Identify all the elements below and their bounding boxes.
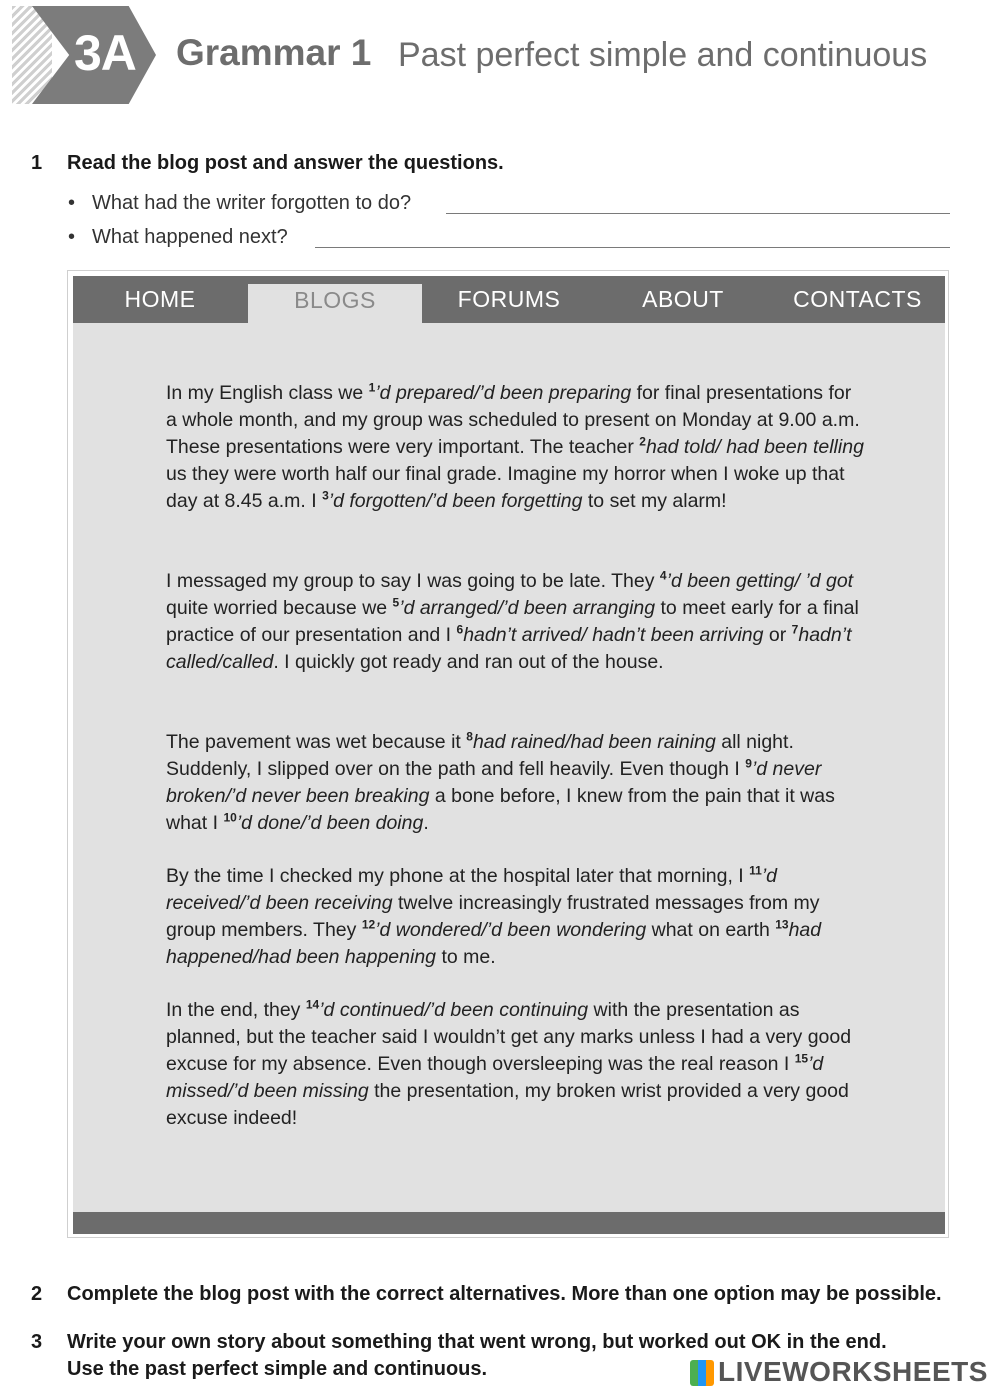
gap-number: 3 <box>322 488 329 503</box>
gap-7-options[interactable]: hadn’t called/called <box>166 624 852 673</box>
gap-10-options[interactable]: ’d done/’d been doing <box>236 812 424 834</box>
task-number: 2 <box>31 1283 43 1305</box>
bullet-icon: • <box>68 192 76 214</box>
nav-forums[interactable]: FORUMS <box>457 286 561 312</box>
page-subtitle: Past perfect simple and continuous <box>398 36 928 74</box>
gap-number: 12 <box>361 917 376 932</box>
gap-number: 9 <box>745 756 752 771</box>
nav-about[interactable]: ABOUT <box>642 286 724 312</box>
gap-number: 5 <box>392 595 400 610</box>
gap-12-options[interactable]: ’d wondered/’d been wondering <box>375 919 647 941</box>
gap-6-options[interactable]: hadn’t arrived/ hadn’t been arriving <box>463 624 764 646</box>
task-number: 3 <box>31 1331 43 1353</box>
gap-number: 4 <box>659 568 667 583</box>
gap-number: 13 <box>775 917 789 932</box>
task-instruction-line-2: Use the past perfect simple and continuous. <box>67 1358 488 1380</box>
nav-home[interactable]: HOME <box>124 286 196 312</box>
blog-paragraph-5: In the end, they $^{14}$’d continued/’d been continuing with the presentation as planned, but the teacher said I wouldn’t get any marks unless I had a very good excuse for my absence. Even though oversleeping was the real reason I $^{15}$’d missed/’d been missing the presentation, my broken wrist provided a very good excuse indeed! <box>166 997 852 1129</box>
gap-number: 6 <box>456 622 464 637</box>
unit-badge-label: 3A <box>74 25 136 81</box>
gap-1-options[interactable]: ’d prepared/’d been preparing <box>375 382 632 404</box>
gap-2-options[interactable]: had told/ had been telling <box>645 436 864 458</box>
gap-number: 7 <box>791 622 799 637</box>
bullet-icon: • <box>68 226 76 248</box>
gap-14-options[interactable]: ’d continued/’d been continuing <box>319 999 589 1021</box>
nav-contacts[interactable]: CONTACTS <box>793 286 922 312</box>
gap-number: 14 <box>305 997 320 1012</box>
blog-content-area <box>73 276 945 1234</box>
gap-8-options[interactable]: had rained/had been raining <box>472 731 716 753</box>
task-instruction: Read the blog post and answer the questions. <box>67 152 504 174</box>
gap-number: 2 <box>639 434 646 449</box>
gap-number: 15 <box>794 1051 809 1066</box>
watermark: LIVEWORKSHEETS <box>718 1356 988 1387</box>
task-number: 1 <box>31 152 43 174</box>
gap-3-options[interactable]: ’d forgotten/’d been forgetting <box>328 490 583 512</box>
blog-window <box>67 270 949 1238</box>
page-title: Grammar 1 <box>176 32 372 73</box>
question-text: What happened next? <box>92 226 288 248</box>
liveworksheets-logo-icon <box>690 1360 714 1386</box>
gap-5-options[interactable]: ’d arranged/’d been arranging <box>399 597 656 619</box>
task-instruction-line-1: Write your own story about something that went wrong, but worked out OK in the end. <box>67 1331 887 1353</box>
gap-4-options[interactable]: ’d been getting/ ’d got <box>666 570 854 592</box>
gap-9-options[interactable]: ’d never broken/’d never been breaking <box>166 758 822 807</box>
gap-number: 1 <box>368 380 376 395</box>
gap-13-options[interactable]: had happened/had been happening <box>166 919 822 968</box>
blog-paragraph-2: I messaged my group to say I was going to be late. They $^4$’d been getting/ ’d got quite worried because we $^5$’d arranged/’d been arranging to meet early for a final practice of our presentation and I $^6$hadn’t arrived/ hadn’t been arriving or $^7$hadn’t called/called. I quickly got ready and ran out of the house. <box>166 568 859 673</box>
nav-blogs[interactable]: BLOGS <box>248 284 422 323</box>
blog-paragraph-1: In my English class we $^1$’d prepared/’d been preparing for final presentations for a whole month, and my group was scheduled to present on Monday at 9.00 a.m. These presentations were very important. The teacher $^2$had told/ had been telling us they were worth half our final grade. Imagine my horror when I woke up that day at 8.45 a.m. I $^3$’d forgotten/’d been forgetting to set my alarm! <box>166 380 864 512</box>
blog-nav-bar <box>73 276 945 323</box>
question-text: What had the writer forgotten to do? <box>92 192 412 214</box>
gap-number: 10 <box>223 810 237 825</box>
task-instruction: Complete the blog post with the correct alternatives. More than one option may be possible. <box>67 1283 942 1305</box>
answer-line-1[interactable] <box>446 213 950 214</box>
gap-number: 11 <box>749 863 762 878</box>
blog-paragraph-4: By the time I checked my phone at the hospital later that morning, I $^{11}$’d received/’d been receiving twelve increasingly frustrated messages from my group members. They $^{12}$’d wondered/’d been wondering what on earth $^{13}$had happened/had been happening to me. <box>166 863 822 968</box>
answer-line-2[interactable] <box>315 247 950 248</box>
gap-number: 8 <box>466 729 473 744</box>
blog-footer-bar <box>73 1212 945 1234</box>
gap-15-options[interactable]: ’d missed/’d been missing <box>166 1053 824 1102</box>
gap-11-options[interactable]: ’d received/’d been receiving <box>166 865 778 914</box>
blog-paragraph-3: The pavement was wet because it $^8$had rained/had been raining all night. Suddenly, I slipped over on the path and fell heavily. Even though I $^9$’d never broken/’d never been breaking a bone before, I knew from the pain that it was what I $^{10}$’d done/’d been doing. <box>166 729 835 834</box>
